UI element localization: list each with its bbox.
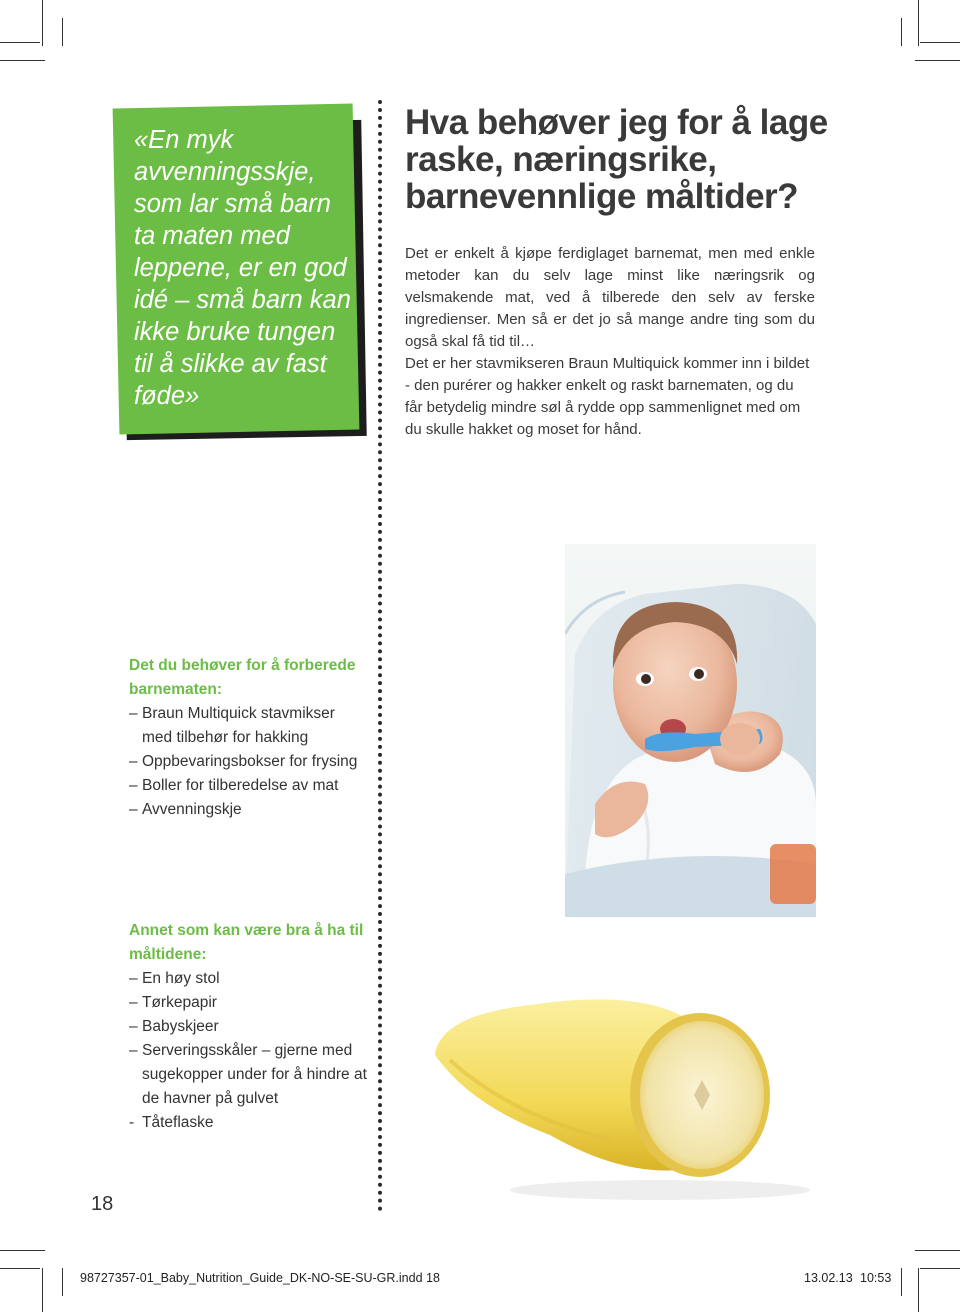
list-item: – Babyskjeer [129, 1018, 219, 1035]
page-title: Hva behøver jeg for å lage raske, næringsrike, barnevennlige måltider? [405, 103, 828, 216]
body-paragraph: Det er her stavmikseren Braun Multiquick kommer inn i bildet - den purérer og hakker enkelt og raskt barnematen, og du får betydelig mindre søl å rydde opp sammenlignet med om du skulle hakket og moset for hånd. [405, 355, 810, 438]
crop-mark [920, 42, 960, 43]
crop-mark [915, 60, 960, 61]
print-slug-date: 13.02.13 [804, 1271, 853, 1285]
checklist-mealtime [129, 919, 369, 1135]
baby-photo [565, 544, 816, 917]
dotted-divider [378, 100, 382, 1212]
crop-mark [42, 0, 43, 46]
print-slug-file: 98727357-01_Baby_Nutrition_Guide_DK-NO-SE-SU-GR.indd 18 [80, 1271, 440, 1285]
crop-mark [62, 1268, 63, 1296]
crop-mark [901, 1268, 902, 1296]
baby-illustration [565, 544, 816, 917]
body-text [405, 243, 815, 441]
list-item: – Avvenningskje [129, 801, 242, 818]
crop-mark [0, 60, 45, 61]
checklist-preparation [129, 654, 369, 822]
list-item: – En høy stol [129, 970, 220, 987]
crop-mark [0, 1268, 40, 1269]
crop-mark [0, 1250, 45, 1251]
list-item: – Braun Multiquick stavmikser med tilbehør for hakking [129, 705, 335, 746]
crop-mark [42, 1268, 43, 1312]
list-item: – Oppbevaringsbokser for frysing [129, 753, 358, 770]
crop-mark [920, 1268, 960, 1269]
list-title: Annet som kan være bra å ha til måltidene: [129, 922, 364, 963]
list-item: – Tørkepapir [129, 994, 217, 1011]
banana-photo [410, 935, 816, 1213]
list-item: – Serveringsskåler – gjerne med sugekopper under for å hindre at de havner på gulvet [129, 1042, 367, 1107]
crop-mark [918, 1268, 919, 1312]
crop-mark [62, 18, 63, 46]
page-number: 18 [91, 1193, 114, 1215]
crop-mark [915, 1250, 960, 1251]
crop-mark [901, 18, 902, 46]
list-item: - Tåteflaske [129, 1114, 214, 1131]
pull-quote: «En myk avvenningsskje, som lar små barn ta maten med leppene, er en god idé – små barn kan ikke bruke tungen til å slikke av fast føde» [134, 126, 351, 410]
crop-mark [918, 0, 919, 46]
crop-mark [0, 42, 40, 43]
banana-illustration [410, 935, 816, 1213]
list-item: – Boller for tilberedelse av mat [129, 777, 339, 794]
list-title: Det du behøver for å forberede barnematen: [129, 657, 356, 698]
body-paragraph: Det er enkelt å kjøpe ferdiglaget barnemat, men med enkle metoder kan du selv lage minst like næringsrik og velsmakende mat, ved å tilberede den selv av ferske ingredienser. Men så er det jo så mange andre ting som du også skal få tid til… [405, 245, 815, 350]
print-slug-time: 10:53 [860, 1271, 892, 1285]
